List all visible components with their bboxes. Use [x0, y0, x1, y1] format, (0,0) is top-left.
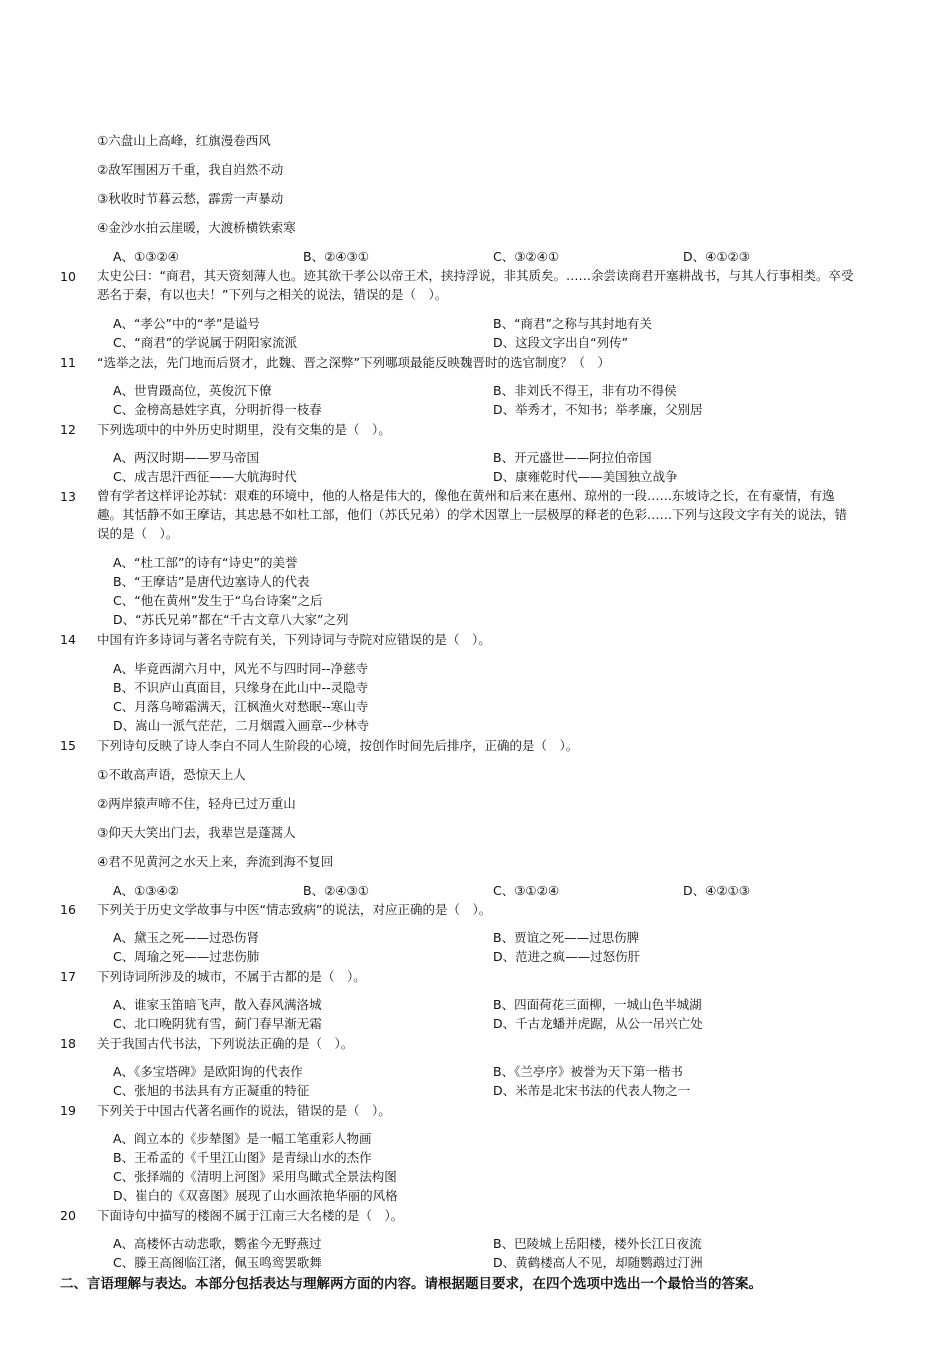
- q17-number: 17: [60, 969, 76, 984]
- q13-number: 13: [60, 489, 76, 504]
- q19-option-a[interactable]: A、阎立本的《步辇图》是一幅工笔重彩人物画: [113, 1131, 372, 1146]
- q15-item-1: ①不敢高声语，恐惊天上人: [97, 767, 246, 782]
- q12-option-c[interactable]: C、成吉思汗西征——大航海时代: [113, 469, 297, 484]
- q16-option-b[interactable]: B、贾谊之死——过思伤脾: [493, 930, 640, 945]
- q13-stem: 曾有学者这样评论苏轼：艰难的环境中，他的人格是伟大的，像他在黄州和后来在惠州、琼州的一段……东坡诗之长，在有豪情，有逸趣。其恬静不如王摩诘，其忠悬不如杜工部，他们（苏氏兄弟）的学术因罩上一层极厚的释老的色彩……下列与这段文字有关的说法，错误的是（ ）。: [97, 488, 848, 541]
- q14-option-a[interactable]: A、毕竟西湖六月中，风光不与四时同--净慈寺: [113, 661, 369, 676]
- q16-stem: 下列关于历史文学故事与中医“情志致病”的说法，对应正确的是（ ）。: [97, 902, 492, 917]
- q17-option-d[interactable]: D、千古龙蟠并虎踞，从公一吊兴亡处: [493, 1016, 703, 1031]
- q18-option-b[interactable]: B、《兰亭序》被誉为天下第一楷书: [493, 1064, 683, 1079]
- q14-option-d[interactable]: D、嵩山一派气茫茫，二月烟霞入画章--少林寺: [113, 718, 370, 733]
- q11-option-c[interactable]: C、金榜高悬姓字真，分明折得一枝春: [113, 402, 322, 417]
- q20-stem: 下面诗句中描写的楼阁不属于江南三大名楼的是（ ）。: [97, 1208, 404, 1223]
- q15-number: 15: [60, 738, 76, 753]
- q19-stem: 下列关于中国古代著名画作的说法，错误的是（ ）。: [97, 1103, 391, 1118]
- q10-option-d[interactable]: D、这段文字出自“列传”: [493, 335, 629, 350]
- q17-option-a[interactable]: A、谁家玉笛暗飞声，散入春风满洛城: [113, 997, 322, 1012]
- q20-option-a[interactable]: A、高楼怀古动悲歌，鹦雀今无野燕过: [113, 1236, 322, 1251]
- q11-number: 11: [60, 355, 76, 370]
- q13-option-c[interactable]: C、“他在黄州”发生于“乌台诗案”之后: [113, 593, 323, 608]
- q15-item-4: ④君不见黄河之水天上来，奔流到海不复回: [97, 854, 334, 869]
- q12-option-a[interactable]: A、两汉时期——罗马帝国: [113, 450, 260, 465]
- q12-option-d[interactable]: D、康雍乾时代——美国独立战争: [493, 469, 678, 484]
- q15-option-c[interactable]: C、③①②④: [493, 883, 560, 898]
- q18-option-d[interactable]: D、米芾是北宋书法的代表人物之一: [493, 1083, 691, 1098]
- q15-stem: 下列诗句反映了诗人李白不同人生阶段的心境，按创作时间先后排序，正确的是（ ）。: [97, 738, 579, 753]
- q14-stem: 中国有许多诗词与著名寺院有关，下列诗词与寺院对应错误的是（ ）。: [97, 632, 491, 647]
- q10-number: 10: [60, 269, 76, 284]
- q11-option-b[interactable]: B、非刘氏不得王，非有功不得侯: [493, 383, 677, 398]
- q17-option-b[interactable]: B、四面荷花三面柳，一城山色半城湖: [493, 997, 702, 1012]
- q15-option-a[interactable]: A、①③④②: [113, 883, 179, 898]
- q10-option-b[interactable]: B、“商君”之称与其封地有关: [493, 316, 653, 331]
- q13-option-a[interactable]: A、“杜工部”的诗有“诗史”的美誉: [113, 555, 298, 570]
- q12-stem: 下列选项中的中外历史时期里，没有交集的是（ ）。: [97, 422, 391, 437]
- q12-option-b[interactable]: B、开元盛世——阿拉伯帝国: [493, 450, 652, 465]
- q17-stem: 下列诗词所涉及的城市，不属于古都的是（ ）。: [97, 969, 366, 984]
- q12-number: 12: [60, 422, 76, 437]
- q9-item-1: ①六盘山上高峰，红旗漫卷西风: [97, 133, 271, 148]
- q9-option-a[interactable]: A、①③②④: [113, 249, 179, 264]
- q11-option-a[interactable]: A、世胄蹑高位，英俊沉下僚: [113, 383, 272, 398]
- q9-item-2: ②敌军围困万千重，我自岿然不动: [97, 162, 284, 177]
- q9-item-3: ③秋收时节暮云愁，霹雳一声暴动: [97, 191, 284, 206]
- q19-option-d[interactable]: D、崔白的《双喜图》展现了山水画浓艳华丽的风格: [113, 1188, 398, 1203]
- q15-item-3: ③仰天大笑出门去，我辈岂是蓬蒿人: [97, 825, 296, 840]
- q20-option-b[interactable]: B、巴陵城上岳阳楼，楼外长江日夜流: [493, 1236, 702, 1251]
- q18-number: 18: [60, 1036, 76, 1051]
- q11-stem: “选举之法，先门地而后贤才，此魏、晋之深弊”下列哪项最能反映魏晋时的选官制度？（ ）: [97, 355, 610, 370]
- q15-item-2: ②两岸猿声啼不住，轻舟已过万重山: [97, 796, 296, 811]
- q18-option-c[interactable]: C、张旭的书法具有方正凝重的特征: [113, 1083, 310, 1098]
- q9-item-4: ④金沙水拍云崖暖，大渡桥横铁索寒: [97, 220, 296, 235]
- q18-option-a[interactable]: A、《多宝塔碑》是欧阳询的代表作: [113, 1064, 303, 1079]
- q10-option-c[interactable]: C、“商君”的学说属于阴阳家流派: [113, 335, 298, 350]
- q9-option-d[interactable]: D、④①②③: [683, 249, 750, 264]
- q19-option-c[interactable]: C、张择端的《清明上河图》采用鸟瞰式全景法构图: [113, 1169, 397, 1184]
- q20-option-d[interactable]: D、黄鹤楼高人不见，却随鹦鹉过汀洲: [493, 1255, 703, 1270]
- q16-number: 16: [60, 902, 76, 917]
- q20-number: 20: [60, 1208, 76, 1223]
- q17-option-c[interactable]: C、北口晚阴犹有雪，蓟门春早渐无霜: [113, 1016, 322, 1031]
- q19-number: 19: [60, 1103, 76, 1118]
- q15-option-b[interactable]: B、②④③①: [303, 883, 369, 898]
- q16-option-a[interactable]: A、黛玉之死——过恐伤肾: [113, 930, 260, 945]
- q15-option-d[interactable]: D、④②①③: [683, 883, 750, 898]
- q19-option-b[interactable]: B、王希孟的《千里江山图》是青绿山水的杰作: [113, 1150, 372, 1165]
- q14-option-b[interactable]: B、不识庐山真面目，只缘身在此山中--灵隐寺: [113, 680, 369, 695]
- q14-option-c[interactable]: C、月落乌啼霜满天，江枫渔火对愁眠--寒山寺: [113, 699, 369, 714]
- q20-option-c[interactable]: C、滕王高阁临江渚，佩玉鸣鸾罢歌舞: [113, 1255, 322, 1270]
- q18-stem: 关于我国古代书法，下列说法正确的是（ ）。: [97, 1036, 354, 1051]
- q10-stem: 太史公曰：“商君，其天资刻薄人也。迹其欲干孝公以帝王术，挟持浮说，非其质矣。……余尝读商君开塞耕战书，与其人行事相类。卒受恶名于秦，有以也夫！”下列与之相关的说法，错误的是（ ）。: [97, 268, 854, 302]
- q10-option-a[interactable]: A、“孝公”中的“孝”是谥号: [113, 316, 260, 331]
- section-2-heading: 二、言语理解与表达。本部分包括表达与理解两方面的内容。请根据题目要求，在四个选项中选出一个最恰当的答案。: [60, 1276, 762, 1292]
- q13-option-b[interactable]: B、“王摩诘”是唐代边塞诗人的代表: [113, 574, 310, 589]
- q16-option-c[interactable]: C、周瑜之死——过悲伤肺: [113, 949, 260, 964]
- q16-option-d[interactable]: D、范进之疯——过怒伤肝: [493, 949, 641, 964]
- q13-option-d[interactable]: D、“苏氏兄弟”都在“千古文章八大家”之列: [113, 612, 349, 627]
- q9-option-c[interactable]: C、③②④①: [493, 249, 560, 264]
- q9-option-b[interactable]: B、②④③①: [303, 249, 369, 264]
- q14-number: 14: [60, 632, 76, 647]
- q11-option-d[interactable]: D、举秀才，不知书；举孝廉，父别居: [493, 402, 703, 417]
